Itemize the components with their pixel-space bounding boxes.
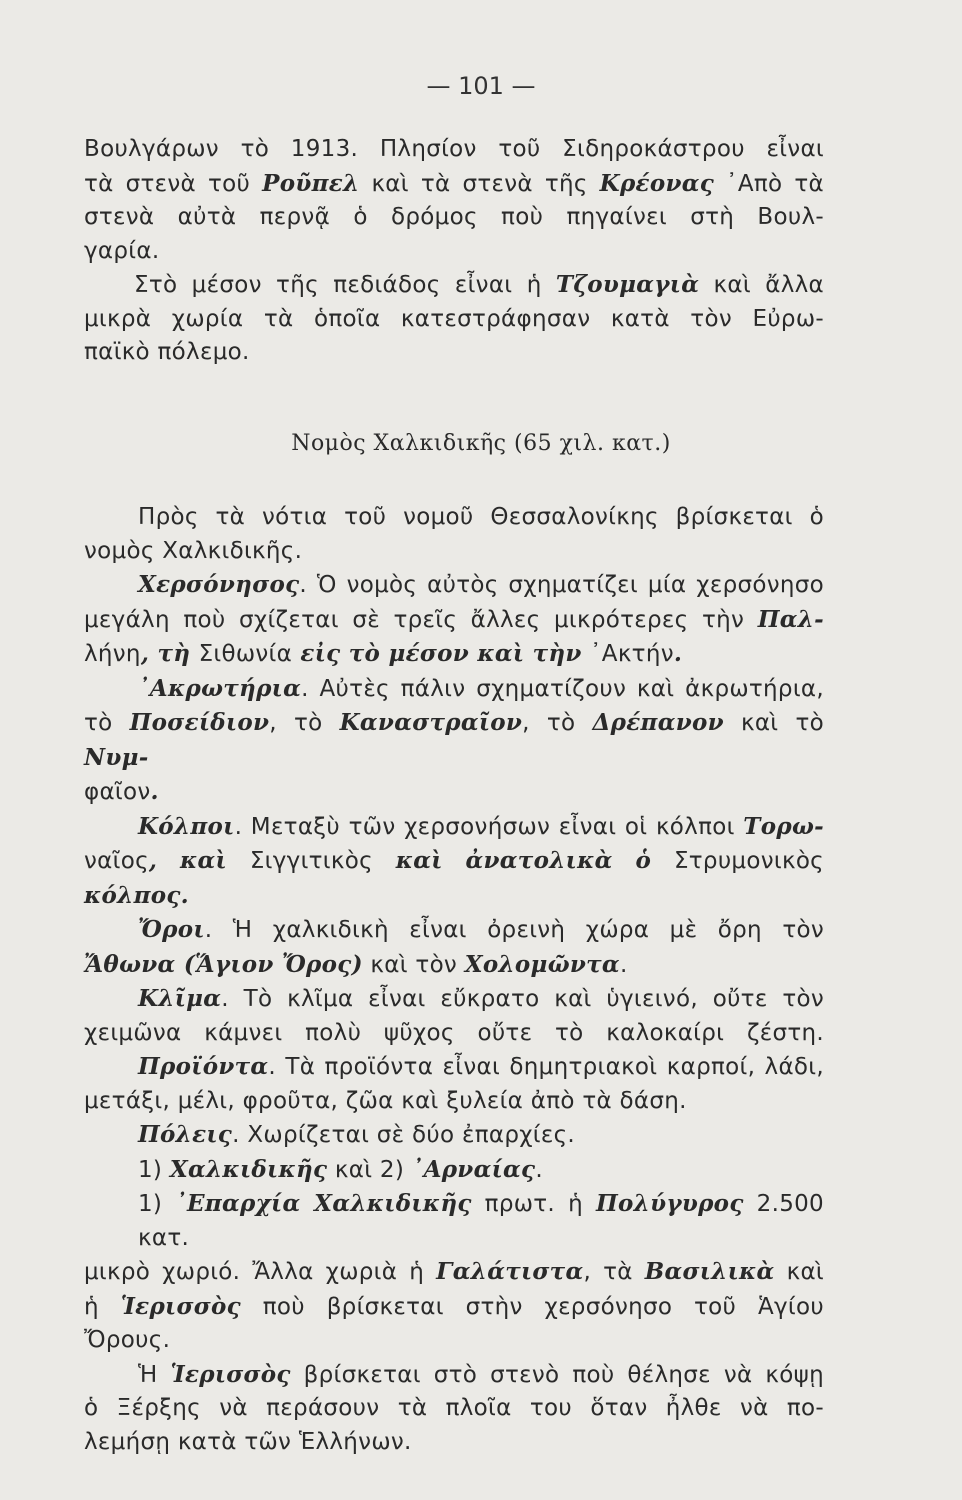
- emphasized-term: Χερσόνησος: [138, 571, 300, 598]
- text-line: Χερσόνησος. Ὁ νομὸς αὐτὸς σχηματίζει μία χερσόνησο: [138, 571, 824, 598]
- text-line: Ὄροι. Ἡ χαλκιδικὴ εἶναι ὀρεινὴ χώρα μὲ ὄρη τὸν: [138, 916, 824, 943]
- emphasized-term: Ποσείδιον: [129, 709, 270, 736]
- emphasized-term: Γαλάτιστα: [436, 1258, 584, 1285]
- emphasized-term: Τορω-: [743, 812, 824, 840]
- text-line: ἡ Ἱερισσὸς ποὺ βρίσκεται στὴν χερσόνησο τοῦ Ἁγίου: [84, 1292, 824, 1320]
- emphasized-term: Ἄθωνα (Ἅγιον Ὄρος): [84, 950, 363, 978]
- emphasized-term: Καναστραῖον: [339, 709, 523, 736]
- text-line: Πόλεις. Χωρίζεται σὲ δύο ἐπαρχίες.: [138, 1121, 576, 1148]
- text-line: στενὰ αὐτὰ περνᾷ ὁ δρόμος ποὺ πηγαίνει στὴ Βουλ-: [84, 204, 824, 230]
- text-line: νομὸς Χαλκιδικῆς.: [84, 537, 303, 564]
- text-line: Ἄθωνα (Ἅγιον Ὄρος) καὶ τὸν Χολομῶντα.: [84, 950, 628, 978]
- text-line: λεμήσῃ κατὰ τῶν Ἑλλήνων.: [84, 1428, 412, 1455]
- emphasized-term: Ροῦπελ: [262, 169, 360, 197]
- emphasized-term: Ἱερισσὸς: [170, 1360, 291, 1388]
- text-line: ὁ Ξέρξης νὰ περάσουν τὰ πλοῖα του ὅταν ἦλθε νὰ πο-: [84, 1395, 824, 1421]
- emphasized-term: Πολύγυρος: [595, 1190, 744, 1217]
- emphasized-term: ᾿Ακρωτήρια: [138, 674, 302, 702]
- text-line: λήνη, τὴ Σιθωνία εἰς τὸ μέσον καὶ τὴν ᾿Ακτήν.: [84, 640, 683, 667]
- emphasized-term: Κρέονας: [599, 169, 715, 197]
- text-line: Κόλποι. Μεταξὺ τῶν χερσονήσων εἶναι οἱ κόλποι Τορω-: [138, 812, 824, 840]
- emphasized-term: Κόλποι: [138, 812, 235, 840]
- emphasized-term: , καὶ: [148, 847, 250, 874]
- emphasized-term: Παλ-: [757, 605, 824, 633]
- emphasized-term: Ἱερισσὸς: [120, 1292, 241, 1320]
- text-line: Πρὸς τὰ νότια τοῦ νομοῦ Θεσσαλονίκης βρίσκεται ὁ: [138, 504, 824, 530]
- text-line: Προϊόντα. Τὰ προϊόντα εἶναι δημητριακοὶ καρποί, λάδι,: [138, 1053, 824, 1080]
- emphasized-term: Χαλκιδικῆς: [169, 1155, 328, 1183]
- emphasized-term: Δρέπανον: [592, 709, 724, 736]
- text-line: μετάξι, μέλι, φροῦτα, ζῶα καὶ ξυλεία ἀπὸ τὰ δάση.: [84, 1087, 687, 1114]
- emphasized-term: Προϊόντα: [138, 1053, 269, 1080]
- text-line: μικρὰ χωρία τὰ ὁποῖα κατεστράφησαν κατὰ τὸν Εὐρω-: [84, 305, 824, 332]
- text-line: Βουλγάρων τὸ 1913. Πλησίον τοῦ Σιδηροκάστρου εἶναι: [84, 136, 824, 162]
- emphasized-term: εἰς τὸ μέσον καὶ τὴν: [292, 640, 590, 667]
- emphasized-term: .: [673, 640, 683, 667]
- text-line: Στὸ μέσον τῆς πεδιάδος εἶναι ἡ Τζουμαγιὰ καὶ ἄλλα: [134, 271, 824, 298]
- emphasized-term: Τζουμαγιὰ: [555, 271, 700, 298]
- text-line: μικρὸ χωριό. Ἄλλα χωριὰ ἡ Γαλάτιστα, τὰ Βασιλικὰ καὶ: [84, 1258, 824, 1285]
- page-number: — 101 —: [426, 72, 536, 100]
- text-line: Ὄρους.: [84, 1327, 171, 1353]
- emphasized-term: Βασιλικὰ: [644, 1258, 775, 1285]
- text-line: 1) Χαλκιδικῆς καὶ 2) ᾿Αρναίας.: [138, 1155, 543, 1183]
- emphasized-term: , τὴ: [140, 640, 199, 667]
- section-heading: Νομὸς Χαλκιδικῆς (65 χιλ. κατ.): [291, 431, 671, 456]
- text-line: φαῖον.: [84, 778, 159, 805]
- emphasized-term: ᾿Επαρχία Χαλκιδικῆς: [175, 1190, 472, 1217]
- text-line: παϊκὸ πόλεμο.: [84, 339, 250, 365]
- emphasized-term: κόλπος.: [84, 881, 189, 909]
- emphasized-term: Πόλεις: [138, 1121, 233, 1148]
- emphasized-term: καὶ ἀνατολικὰ ὁ: [372, 847, 674, 874]
- emphasized-term: .: [150, 778, 159, 805]
- emphasized-term: Κλῖμα: [138, 985, 222, 1012]
- text-line: χειμῶνα κάμνει πολὺ ψῦχος οὔτε τὸ καλοκαίρι ζέστη.: [84, 1019, 824, 1046]
- text-line: ᾿Ακρωτήρια. Αὐτὲς πάλιν σχηματίζουν καὶ ἀκρωτήρια,: [138, 674, 824, 702]
- text-line: 1) ᾿Επαρχία Χαλκιδικῆς πρωτ. ἡ Πολύγυρος 2.500 κατ.: [138, 1190, 824, 1251]
- text-line: Κλῖμα. Τὸ κλῖμα εἶναι εὔκρατο καὶ ὑγιεινό, οὔτε τὸν: [138, 985, 824, 1012]
- emphasized-term: Νυμ-: [84, 743, 149, 771]
- text-line: τὰ στενὰ τοῦ Ροῦπελ καὶ τὰ στενὰ τῆς Κρέονας ᾿Απὸ τὰ: [84, 169, 824, 197]
- text-section-1: [84, 133, 824, 370]
- emphasized-term: Χολομῶντα: [464, 950, 620, 978]
- text-line: γαρία.: [84, 237, 160, 264]
- text-section-2: [84, 501, 824, 1459]
- text-line: μεγάλη ποὺ σχίζεται σὲ τρεῖς ἄλλες μικρότερες τὴν Παλ-: [84, 605, 824, 633]
- emphasized-term: ᾿Αρναίας: [411, 1155, 536, 1183]
- text-line: Ἡ Ἱερισσὸς βρίσκεται στὸ στενὸ ποὺ θέλησε νὰ κόψῃ: [138, 1360, 824, 1388]
- text-line: ναῖος, καὶ Σιγγιτικὸς καὶ ἀνατολικὰ ὁ Στρυμονικὸς κόλπος.: [84, 847, 824, 909]
- emphasized-term: Ὄροι: [138, 916, 205, 943]
- text-line: τὸ Ποσείδιον, τὸ Καναστραῖον, τὸ Δρέπανον καὶ τὸ Νυμ-: [84, 709, 825, 771]
